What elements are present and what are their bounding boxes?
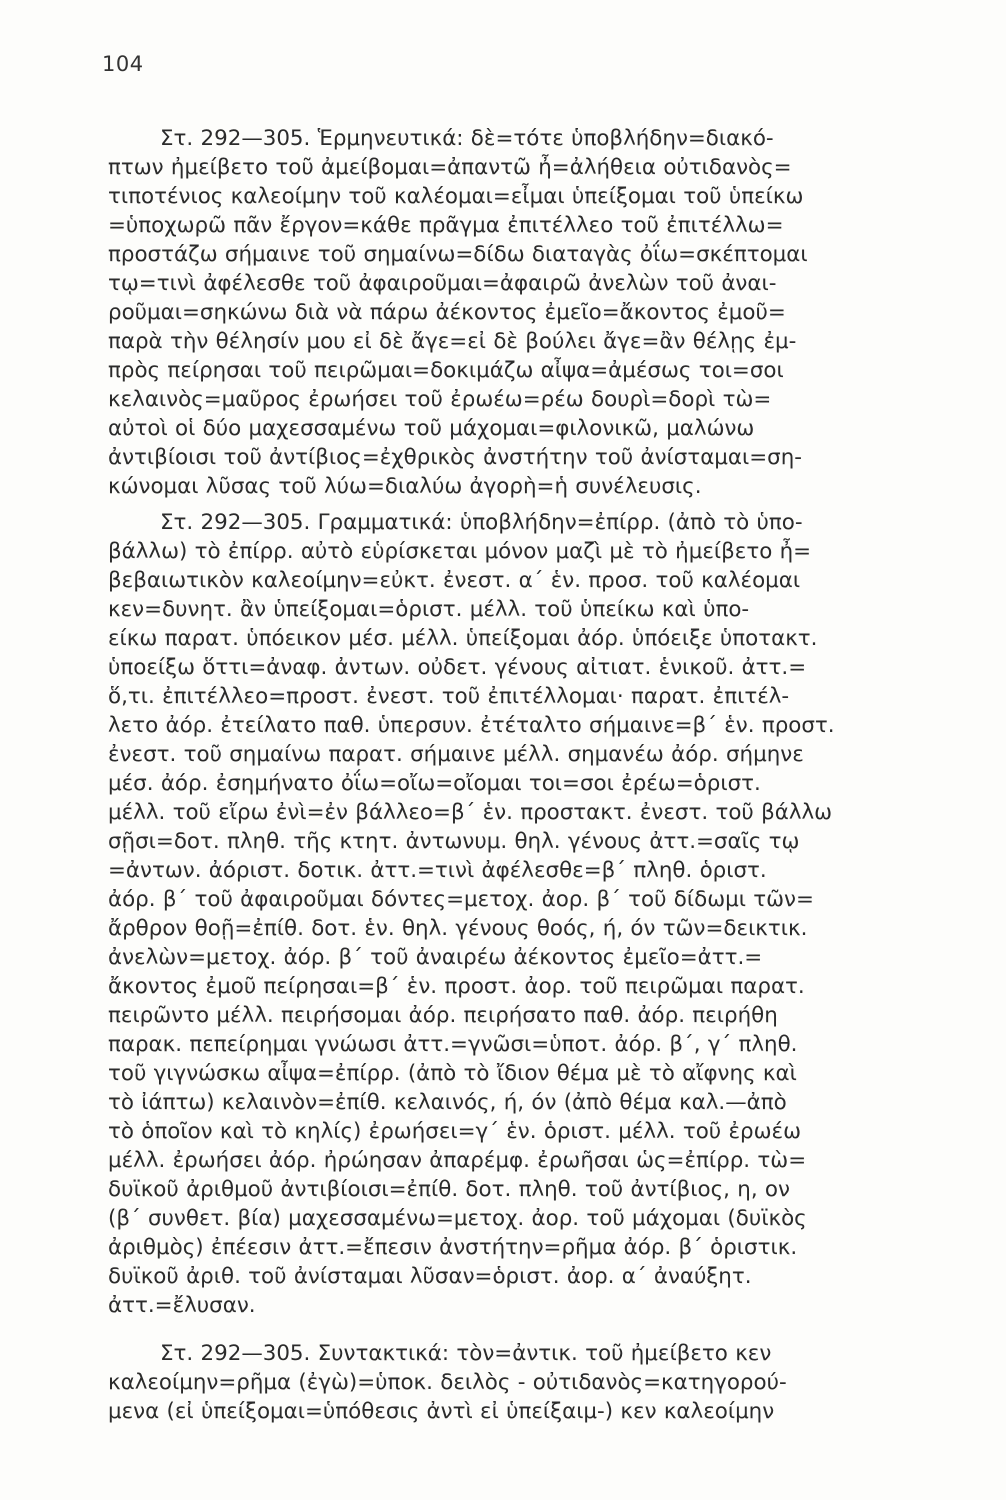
text-line: Στ. 292—305. Ἑρμηνευτικά: δὲ=τότε ὑποβλήδην=διακό- — [160, 126, 774, 151]
text-line: κώνομαι λῦσας τοῦ λύω=διαλύω ἀγορὴ=ἡ συνέλευσις. — [108, 474, 702, 499]
text-line: ἄκοντος ἐμοῦ πείρησαι=β΄ ἑν. προστ. ἀορ. τοῦ πειρῶμαι παρατ. — [108, 974, 805, 999]
text-line: αὐτοὶ οἱ δύο μαχεσσαμένω τοῦ μάχομαι=φιλονικῶ, μαλώνω — [108, 416, 755, 441]
text-line: τιποτένιος καλεοίμην τοῦ καλέομαι=εἶμαι ὑπείξομαι τοῦ ὑπείκω — [108, 184, 804, 209]
text-line: ἄρθρον θοῇ=ἐπίθ. δοτ. ἑν. θηλ. γένους θοός, ή, όν τῶν=δεικτικ. — [108, 916, 808, 941]
text-line: καλεοίμην=ρῆμα (ἐγὼ)=ὑποκ. δειλὸς - οὐτιδανὸς=κατηγορού- — [108, 1370, 787, 1395]
section-hermeneutika — [108, 124, 948, 501]
text-line: τῳ=τινὶ ἀφέλεσθε τοῦ ἀφαιροῦμαι=ἀφαιρῶ ἀνελὼν τοῦ ἀναι- — [108, 271, 777, 296]
text-line: κελαινὸς=μαῦρος ἐρωήσει τοῦ ἐρωέω=ρέω δουρὶ=δορὶ τὼ= — [108, 387, 772, 412]
text-line: ἐνεστ. τοῦ σημαίνω παρατ. σήμαινε μέλλ. σημανέω ἀόρ. σήμηνε — [108, 742, 804, 767]
section-syntaktika — [108, 1339, 948, 1426]
text-line: τὸ ἰάπτω) κελαινὸν=ἐπίθ. κελαινός, ή, όν (ἀπὸ θέμα καλ.—ἀπὸ — [108, 1090, 787, 1115]
text-line: (β΄ συνθετ. βία) μαχεσσαμένω=μετοχ. ἀορ. τοῦ μάχομαι (δυϊκὸς — [108, 1206, 807, 1231]
text-line: κεν=δυνητ. ἂν ὑπείξομαι=ὁριστ. μέλλ. τοῦ ὑπείκω καὶ ὑπο- — [108, 597, 750, 622]
text-line: Στ. 292—305. Γραμματικά: ὑποβλήδην=ἐπίρρ. (ἀπὸ τὸ ὑπο- — [160, 510, 803, 535]
text-line: πειρῶντο μέλλ. πειρήσομαι ἀόρ. πειρήσατο παθ. ἀόρ. πειρήθη — [108, 1003, 778, 1028]
text-line: ἀόρ. β΄ τοῦ ἀφαιροῦμαι δόντες=μετοχ. ἀορ. β΄ τοῦ δίδωμι τῶν= — [108, 887, 814, 912]
text-line: σῇσι=δοτ. πληθ. τῆς κτητ. ἀντωνυμ. θηλ. γένους ἀττ.=σαῖς τῳ — [108, 829, 800, 854]
text-line: ὑποείξω ὅττι=ἀναφ. ἀντων. οὐδετ. γένους αἰτιατ. ἑνικοῦ. ἀττ.= — [108, 655, 807, 680]
text-line: τοῦ γιγνώσκω αἶψα=ἐπίρρ. (ἀπὸ τὸ ἴδιον θέμα μὲ τὸ αἴφνης καὶ — [108, 1061, 797, 1086]
text-line: παρὰ τὴν θέλησίν μου εἰ δὲ ἄγε=εἰ δὲ βούλει ἄγε=ἂν θέλῃς ἐμ- — [108, 329, 797, 354]
text-line: πρὸς πείρησαι τοῦ πειρῶμαι=δοκιμάζω αἶψα=ἀμέσως τοι=σοι — [108, 358, 784, 383]
paragraph — [108, 508, 948, 1320]
paragraph — [108, 1339, 948, 1426]
section-grammatika — [108, 508, 948, 1320]
text-line: =ἀντων. ἀόριστ. δοτικ. ἀττ.=τινὶ ἀφέλεσθε=β΄ πληθ. ὁριστ. — [108, 858, 767, 883]
text-line: ἀντιβίοισι τοῦ ἀντίβιος=ἐχθρικὸς ἀνστήτην τοῦ ἀνίσταμαι=ση- — [108, 445, 802, 470]
text-line: ἀνελὼν=μετοχ. ἀόρ. β΄ τοῦ ἀναιρέω ἀέκοντος ἐμεῖο=ἀττ.= — [108, 945, 763, 970]
text-line: ὅ,τι. ἐπιτέλλεο=προστ. ἐνεστ. τοῦ ἐπιτέλλομαι· παρατ. ἐπιτέλ- — [108, 684, 790, 709]
text-line: πτων ἠμείβετο τοῦ ἀμείβομαι=ἀπαντῶ ἦ=ἀλήθεια οὐτιδανὸς= — [108, 155, 792, 180]
text-line: μέλλ. τοῦ εἴρω ἐνὶ=ἐν βάλλεο=β΄ ἑν. προστακτ. ἐνεστ. τοῦ βάλλω — [108, 800, 833, 825]
text-line: =ὑποχωρῶ πᾶν ἔργον=κάθε πρᾶγμα ἐπιτέλλεο τοῦ ἐπιτέλλω= — [108, 213, 784, 238]
text-line: Στ. 292—305. Συντακτικά: τὸν=ἀντικ. τοῦ ἠμείβετο κεν — [160, 1341, 772, 1366]
page-number: 104 — [102, 52, 144, 76]
text-line: παρακ. πεπείρημαι γνώωσι ἀττ.=γνῶσι=ὑποτ. ἀόρ. β΄, γ΄ πληθ. — [108, 1032, 798, 1057]
text-line: δυϊκοῦ ἀριθμοῦ ἀντιβίοισι=ἐπίθ. δοτ. πληθ. τοῦ ἀντίβιος, η, ον — [108, 1177, 790, 1202]
text-line: προστάζω σήμαινε τοῦ σημαίνω=δίδω διαταγὰς ὀΐω=σκέπτομαι — [108, 242, 808, 267]
text-line: βάλλω) τὸ ἐπίρρ. αὐτὸ εὑρίσκεται μόνον μαζὶ μὲ τὸ ἠμείβετο ἦ= — [108, 539, 812, 564]
text-line: μενα (εἰ ὑπείξομαι=ὑπόθεσις ἀντὶ εἰ ὑπείξαιμ-) κεν καλεοίμην — [108, 1399, 775, 1424]
text-line: ροῦμαι=σηκώνω διὰ νὰ πάρω ἀέκοντος ἐμεῖο=ἄκοντος ἐμοῦ= — [108, 300, 786, 325]
text-line: τὸ ὁποῖον καὶ τὸ κηλίς) ἐρωήσει=γ΄ ἑν. ὁριστ. μέλλ. τοῦ ἐρωέω — [108, 1119, 802, 1144]
text-line: λετο ἀόρ. ἐτείλατο παθ. ὑπερσυν. ἐτέταλτο σήμαινε=β΄ ἑν. προστ. — [108, 713, 835, 738]
text-line: βεβαιωτικὸν καλεοίμην=εὐκτ. ἐνεστ. α΄ ἑν. προσ. τοῦ καλέομαι — [108, 568, 801, 593]
text-line: δυϊκοῦ ἀριθ. τοῦ ἀνίσταμαι λῦσαν=ὁριστ. ἀορ. α΄ ἀναύξητ. — [108, 1264, 752, 1289]
text-line: ἀττ.=ἔλυσαν. — [108, 1293, 256, 1318]
text-line: μέλλ. ἐρωήσει ἀόρ. ἠρώησαν ἀπαρέμφ. ἐρωῆσαι ὡς=ἐπίρρ. τὼ= — [108, 1148, 807, 1173]
text-line: είκω παρατ. ὑπόεικον μέσ. μέλλ. ὑπείξομαι ἀόρ. ὑπόειξε ὑποτακτ. — [108, 626, 818, 651]
text-line: μέσ. ἀόρ. ἐσημήνατο ὀΐω=οἴω=οἴομαι τοι=σοι ἐρέω=ὁριστ. — [108, 771, 761, 796]
paragraph — [108, 124, 948, 501]
text-line: ἀριθμὸς) ἐπέεσιν ἀττ.=ἔπεσιν ἀνστήτην=ρῆμα ἀόρ. β΄ ὁριστικ. — [108, 1235, 798, 1260]
